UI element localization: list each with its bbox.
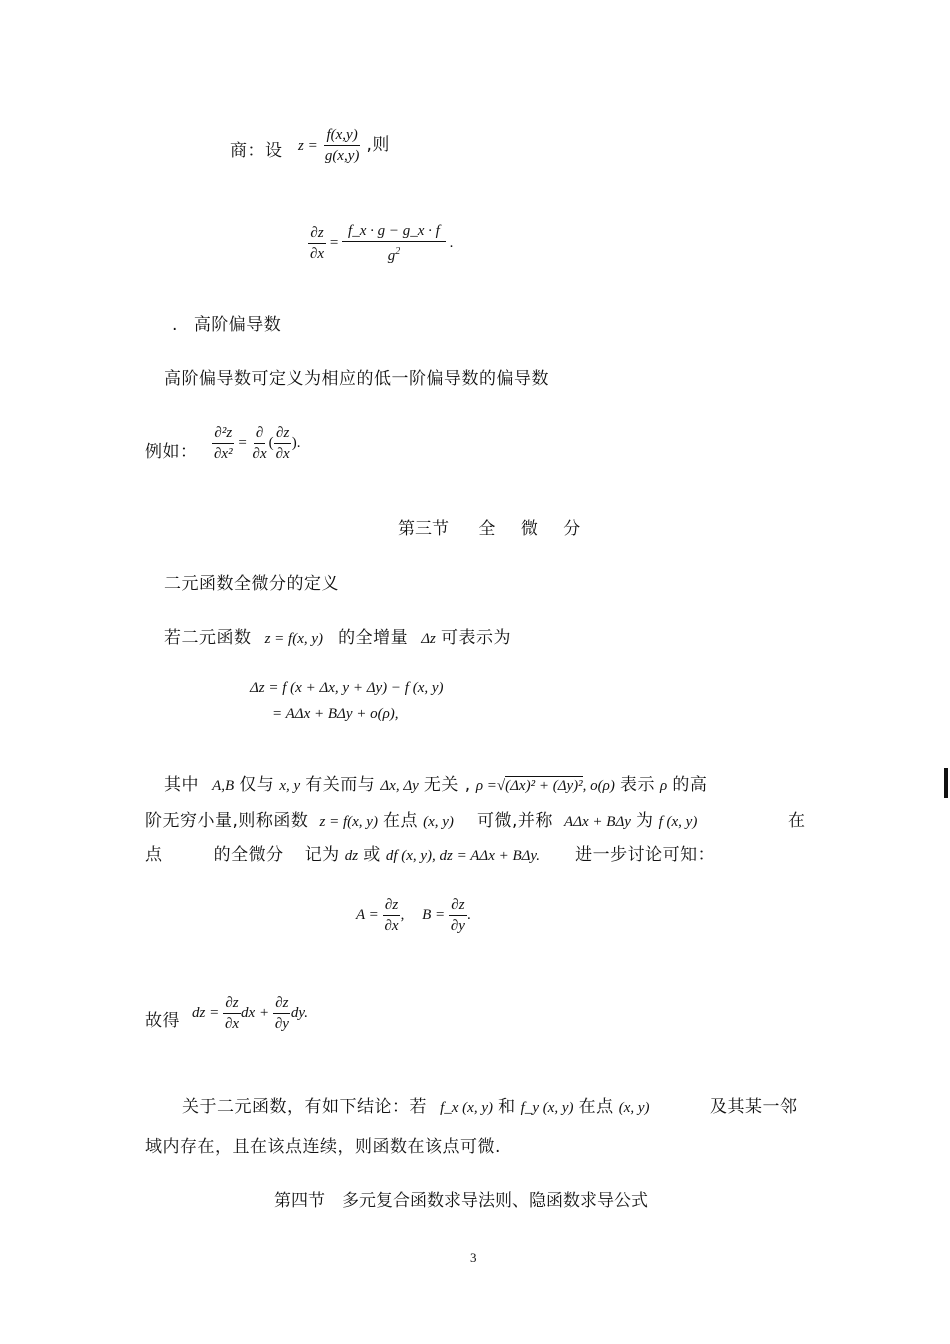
- intro-delta-z: Δz: [421, 631, 436, 647]
- rule-den-base: g: [387, 248, 396, 264]
- AB-period: .: [466, 906, 471, 923]
- B-num: ∂z: [449, 896, 466, 916]
- conclusion-line-1: [182, 1092, 650, 1117]
- example-equals: =: [238, 434, 247, 451]
- rule-denominator: [386, 242, 403, 265]
- quotient-definition: [298, 126, 390, 165]
- line2-text-b: 在点: [383, 811, 419, 831]
- line3-text-b: 的全微分: [213, 845, 284, 865]
- quotient-rule-fraction: [342, 222, 446, 265]
- intro-text-c: 可表示为: [440, 628, 511, 648]
- dz-frac-x-num: ∂z: [223, 994, 240, 1014]
- para-text-b: 仅与: [239, 775, 275, 795]
- coefficients-formula: [356, 896, 471, 935]
- para-sqrt: (Δx)² + (Δy)²: [505, 778, 583, 794]
- paragraph-line-3: [145, 840, 715, 865]
- conc-and: 和: [498, 1097, 516, 1117]
- paragraph-line-2: [145, 806, 697, 831]
- line2-text-a: 阶无穷小量,则称函数: [145, 811, 309, 831]
- higher-order-title: 高阶偏导数: [193, 315, 282, 335]
- inner-partial: [274, 424, 292, 463]
- A-comma: ,: [400, 906, 405, 923]
- dz-frac-y-den: ∂y: [274, 1016, 289, 1032]
- dz-frac-x: [223, 994, 241, 1033]
- conc-text-a: 关于二元函数，有如下结论：若: [182, 1097, 427, 1117]
- conc-fy: f_y (x, y): [520, 1100, 574, 1116]
- conc-point: (x, y): [618, 1100, 650, 1116]
- line3-text-c: 记为: [304, 845, 340, 865]
- line3-text-d: 进一步讨论可知：: [575, 845, 716, 865]
- section3-char-1: 全: [478, 519, 496, 539]
- rule-period: .: [449, 234, 454, 251]
- quotient-numerator: f(x,y): [324, 126, 359, 146]
- quotient-rule-formula: [308, 222, 453, 265]
- line2-f: f (x, y): [658, 814, 698, 830]
- inner-num: ∂z: [274, 424, 291, 444]
- section3-prefix: 第三节: [398, 519, 449, 539]
- section3-char-2: 微: [520, 519, 538, 539]
- dz-frac-y-num: ∂z: [273, 994, 290, 1014]
- second-partial-den: ∂x²: [214, 446, 233, 462]
- para-dxdy: Δx, Δy: [380, 778, 419, 794]
- para-text-e: 表示: [619, 775, 655, 795]
- dz-frac-y: [273, 994, 291, 1033]
- operator-den: ∂x: [252, 446, 267, 462]
- A-fraction: [383, 896, 401, 935]
- increment-intro: [164, 623, 511, 648]
- para-o-rho: , o(ρ): [582, 778, 615, 794]
- line2-text-e: 在: [788, 811, 806, 831]
- increment-eq-line2: = AΔx + BΔy + o(ρ),: [272, 706, 399, 722]
- line3-dz: dz: [344, 848, 359, 864]
- section3-char-3: 分: [563, 519, 581, 539]
- inner-den: ∂x: [275, 446, 290, 462]
- increment-eq-line1: Δz = f (x + Δx, y + Δy) − f (x, y): [250, 680, 444, 696]
- example-label: 例如：: [145, 442, 198, 462]
- rule-den-exponent: 2: [395, 246, 401, 257]
- quotient-fraction: [323, 126, 362, 165]
- bullet: .: [172, 315, 178, 335]
- z-equals: z =: [298, 138, 318, 154]
- operator-num: ∂: [254, 424, 265, 444]
- line2-text-c: 可微,并称: [477, 811, 553, 831]
- second-partial: [212, 424, 235, 463]
- line2-point: (x, y): [423, 814, 454, 830]
- line2-expr: AΔx + BΔy: [564, 814, 631, 830]
- para-text-d: 无关 ,: [423, 775, 471, 795]
- partial-z-x: [308, 224, 326, 263]
- section3-title: [398, 514, 580, 539]
- line3-text-a: 点: [145, 845, 163, 865]
- B-lhs: B =: [422, 906, 446, 923]
- intro-text-a: 若二元函数: [164, 628, 252, 648]
- dz-lhs: dz =: [192, 1004, 220, 1021]
- quotient-label: 商：设: [230, 141, 283, 161]
- partial-operator: [251, 424, 269, 463]
- para-text-c: 有关而与: [305, 775, 376, 795]
- higher-order-definition: 高阶偏导数可定义为相应的低一阶偏导数的偏导数: [164, 369, 549, 389]
- B-den: ∂y: [450, 918, 465, 934]
- equals-sign: =: [329, 234, 339, 251]
- section3-subtitle: 二元函数全微分的定义: [164, 574, 339, 594]
- total-differential-formula: [192, 994, 308, 1033]
- para-xy: x, y: [279, 778, 301, 794]
- lhs-denominator: ∂x: [310, 246, 325, 262]
- lhs-numerator: ∂z: [308, 224, 325, 244]
- dz-dx-term: dx +: [241, 1004, 270, 1021]
- B-fraction: [449, 896, 467, 935]
- page-number: 3: [470, 1250, 477, 1265]
- conclusion-line-2: 域内存在，且在该点连续，则函数在该点可微.: [145, 1137, 501, 1157]
- intro-text-b: 的全增量: [338, 628, 409, 648]
- intro-function: z = f(x, y): [264, 631, 324, 647]
- A-den: ∂x: [384, 918, 399, 934]
- conc-fx: f_x (x, y): [440, 1100, 493, 1116]
- para-text-a: 其中: [164, 775, 199, 795]
- conc-text-b: 在点: [578, 1097, 614, 1117]
- rule-numerator: f_x · g − g_x · f: [342, 222, 446, 242]
- example-tail: ).: [291, 434, 301, 451]
- higher-order-heading: [172, 310, 281, 335]
- line3-expr: df (x, y), dz = AΔx + BΔy.: [385, 848, 541, 864]
- line2-function: z = f(x, y): [319, 814, 378, 830]
- quotient-denominator: g(x,y): [324, 148, 360, 164]
- quotient-tail: ,则: [366, 135, 390, 155]
- conc-text-c: 及其某一邻: [710, 1097, 798, 1117]
- A-lhs: A =: [356, 906, 379, 923]
- section4-title: 第四节 多元复合函数求导法则、隐函数求导公式: [274, 1191, 648, 1211]
- dz-frac-x-den: ∂x: [224, 1016, 240, 1032]
- dz-dy-term: dy.: [290, 1004, 308, 1021]
- margin-mark: [944, 768, 948, 798]
- line3-or: 或: [363, 845, 381, 865]
- para-text-f: 的高: [672, 775, 708, 795]
- second-partial-num: ∂²z: [212, 424, 234, 444]
- para-rho: ρ: [660, 778, 668, 794]
- hence-label: 故得: [145, 1011, 180, 1031]
- para-rho-eq: ρ =: [475, 778, 497, 794]
- example-formula: $\frac{\text{∂²z}}{\text{∂x²}}$ = $\frac{\partial}{\partial x}$ ( $\frac{\partial z}{\partial x}$ ).: [214, 425, 301, 462]
- A-num: ∂z: [383, 896, 400, 916]
- paragraph-line-1: 其中 A,B 仅与 x, y 有关而与 Δx, Δy 无关 , ρ =√(Δx)² + (Δy)², o(ρ) 表示 ρ 的高: [164, 775, 708, 795]
- para-ab: A,B: [212, 778, 235, 794]
- line2-text-d: 为: [636, 811, 654, 831]
